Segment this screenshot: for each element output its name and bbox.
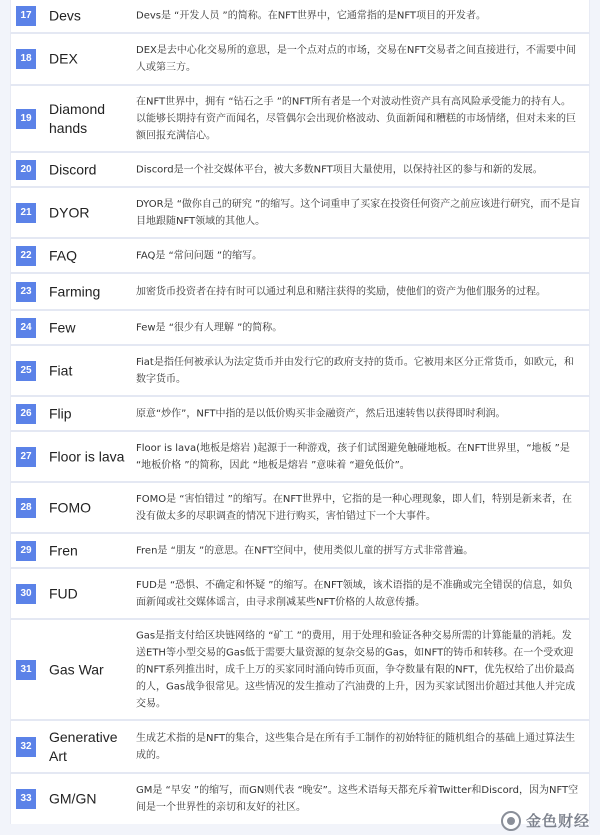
glossary-row <box>10 311 590 346</box>
definition: Few是 “很少有人理解 ”的简称。 <box>136 322 283 333</box>
row-number: 22 <box>16 246 36 266</box>
glossary-row <box>10 188 590 239</box>
glossary-row <box>10 397 590 432</box>
definition: 在NFT世界中，拥有 “钻石之手 ”的NFT所有者是一个对波动性资产具有高风险承受能力的持有人。以能够长期持有资产而闻名，尽管偶尔会出现价格波动、负面新闻和糟糕的市场情绪，但对未来的巨额回报充满信心。 <box>136 96 576 141</box>
definition: 加密货币投资者在持有时可以通过利息和赌注获得的奖励，使他们的资产为他们服务的过程。 <box>136 286 546 297</box>
glossary-row <box>10 721 590 774</box>
row-number: 18 <box>16 49 36 69</box>
watermark-text: 金色财经 <box>525 813 590 830</box>
definition: 原意“炒作”，NFT中指的是以低价购买非金融资产，然后迅速转售以获得即时利润。 <box>136 408 506 419</box>
definition: FUD是 “恐惧、不确定和怀疑 ”的缩写。在NFT领域，该术语指的是不准确或完全错误的信息，如负面新闻或社交媒体谣言，由寻求削减某些NFT价格的人故意传播。 <box>136 579 573 608</box>
term: Diamond hands <box>49 100 106 136</box>
definition: FOMO是 “害怕错过 ”的缩写。在NFT世界中，它指的是一种心理现象，即人们，特别是新来者，在没有做太多的尽职调查的情况下进行购买，害怕错过下一个大事件。 <box>136 493 573 522</box>
definition: Fiat是指任何被承认为法定货币并由发行它的政府支持的货币。它被用来区分正常货币，如欧元，和数字货币。 <box>136 356 574 385</box>
definition: 生成艺术指的是NFT的集合，这些集合是在所有手工制作的初始特征的随机组合的基础上通过算法生成的。 <box>136 732 576 761</box>
glossary-row <box>10 86 590 153</box>
row-number: 19 <box>16 109 36 129</box>
glossary-row <box>10 483 590 534</box>
definition: GM是 “早安 ”的缩写，而GN则代表 “晚安”。这些术语每天都充斥着Twitter和Discord，因为NFT空间是一个世界性的亲切和友好的社区。 <box>136 785 579 813</box>
row-number: 28 <box>16 498 36 518</box>
definition: DYOR是 “做你自己的研究 ”的缩写。这个词重申了买家在投资任何资产之前应该进行研究，而不是盲目地跟随NFT领域的其他人。 <box>136 198 581 227</box>
glossary-row <box>10 534 590 569</box>
term: Gas War <box>49 661 104 677</box>
glossary-table <box>10 0 590 824</box>
row-number: 20 <box>16 160 36 180</box>
row-number: 27 <box>16 447 36 467</box>
glossary-row <box>10 569 590 620</box>
definition: Gas是指支付给区块链网络的 “矿工 ”的费用，用于处理和验证各种交易所需的计算能量的消耗。发送ETH等小型交易的Gas低于需要大量资源的复杂交易的Gas，如NFT的铸币和转移。在一个受欢迎的NFT系列推出时，成千上万的买家同时涌向铸币页面，争夺数量有限的NFT，优先权给了出价最高的人，Gas战争很常见。这些情况的发生推动了汽油费的上升，因为买家试图出价超过其他人并完成交易。 <box>136 630 576 709</box>
row-number: 21 <box>16 203 36 223</box>
row-number: 25 <box>16 361 36 381</box>
term: GM/GN <box>49 790 97 807</box>
definition: DEX是去中心化交易所的意思，是一个点对点的市场，交易在NFT交易者之间直接进行，不需要中间人或第三方。 <box>136 45 577 73</box>
term: DEX <box>49 50 78 67</box>
term: FAQ <box>49 247 78 263</box>
definition: Discord是一个社交媒体平台，被大多数NFT项目大量使用，以保持社区的参与和新的发展。 <box>136 164 543 175</box>
glossary-row <box>10 620 590 721</box>
glossary-row <box>10 346 590 397</box>
glossary-row <box>10 274 590 311</box>
definition: Floor is lava(地板是熔岩 )起源于一种游戏，孩子们试图避免触碰地板。在NFT世界里，“地板 ”是 “地板价格 ”的简称，因此 “地板是熔岩 ”意味着 “避免低价”。 <box>136 442 570 471</box>
term: Farming <box>49 283 101 299</box>
term: Fren <box>49 542 78 558</box>
term: Flip <box>49 405 72 421</box>
watermark <box>501 810 590 831</box>
glossary-row <box>10 239 590 274</box>
glossary-row <box>10 153 590 188</box>
row-number: 29 <box>16 541 36 561</box>
term: Discord <box>49 161 97 177</box>
term: Fiat <box>49 362 73 378</box>
row-number: 31 <box>16 660 36 680</box>
term: Generative Art <box>49 728 118 764</box>
glossary-row <box>10 34 590 86</box>
glossary-row <box>10 0 590 34</box>
row-number: 24 <box>16 318 36 338</box>
term: DYOR <box>49 204 90 220</box>
jinse-logo-icon <box>501 811 521 831</box>
term: FUD <box>49 585 78 601</box>
glossary-row <box>10 432 590 483</box>
row-number: 30 <box>16 584 36 604</box>
term: Floor is lava <box>49 448 125 464</box>
row-number: 26 <box>16 404 36 424</box>
definition: Fren是 “朋友 ”的意思。在NFT空间中，使用类似儿童的拼写方式非常普遍。 <box>136 545 474 556</box>
row-number: 17 <box>16 6 36 26</box>
term: Few <box>49 319 76 335</box>
definition: FAQ是 “常问问题 ”的缩写。 <box>136 250 263 261</box>
row-number: 32 <box>16 737 36 757</box>
row-number: 23 <box>16 282 36 302</box>
term: Devs <box>49 7 81 24</box>
row-number: 33 <box>16 789 36 809</box>
term: FOMO <box>49 499 91 515</box>
definition: Devs是 “开发人员 ”的简称。在NFT世界中，它通常指的是NFT项目的开发者。 <box>136 10 487 22</box>
